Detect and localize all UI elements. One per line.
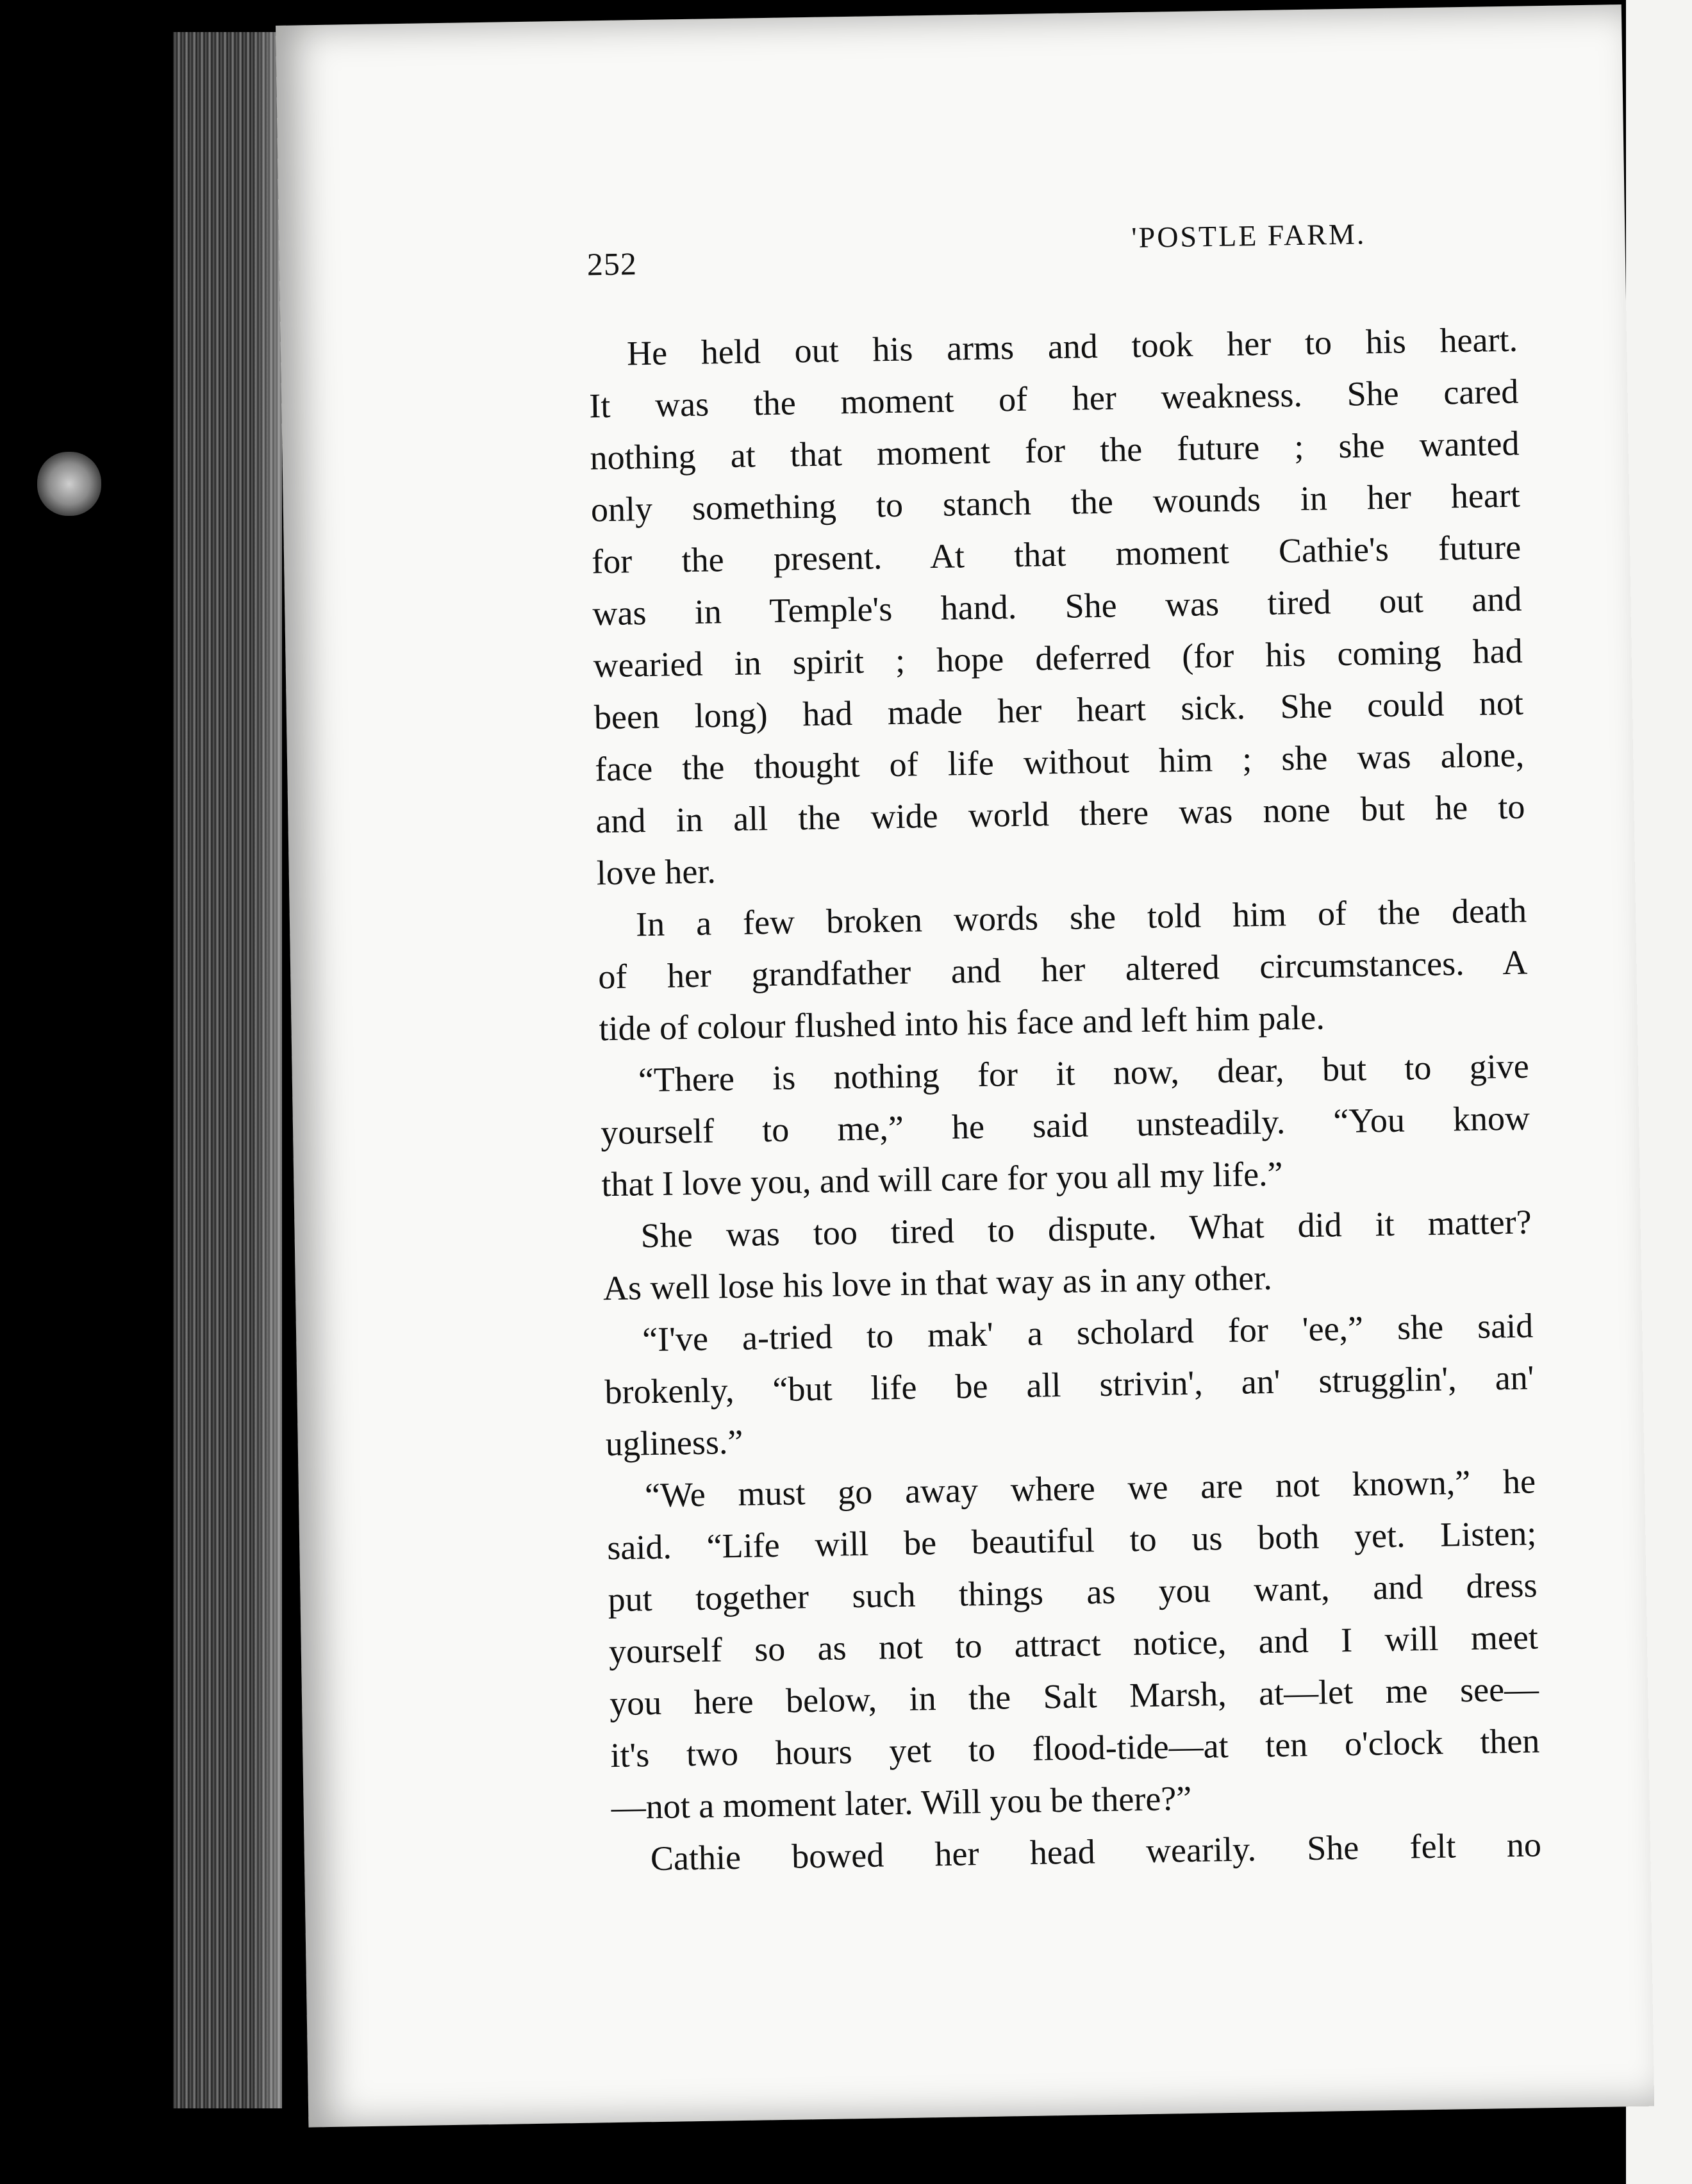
text-line: “I've a-tried to mak' a scholard for 'ee,” she said [642,1306,1534,1359]
text-line: said. “Life will be beautiful to us both yet. Listen; [606,1514,1537,1568]
text-line: “We must go away where we are not known,” he [644,1462,1536,1515]
text-line: been long) had made her heart sick. She could not [593,683,1524,737]
text-line: Cathie bowed her head wearily. She felt no [650,1825,1542,1878]
text-line: put together such things as you want, and dress [608,1566,1538,1619]
text-line: of her grandfather and her altered circumstances. A [597,943,1528,997]
running-title: 'POSTLE FARM. [1131,217,1366,254]
text-line: you here below, in the Salt Marsh, at—let me see— [609,1669,1539,1723]
book-page-edges [173,32,282,2108]
text-line: for the present. At that moment Cathie's future [591,527,1522,581]
text-line: In a few broken words she told him of the death [635,891,1527,944]
text-line: wearied in spirit ; hope deferred (for his coming had [593,631,1523,685]
text-line: love her. [596,852,717,893]
text-line: yourself to me,” he said unsteadily. “You know [600,1098,1530,1152]
text-line: brokenly, “but life be all strivin', an' strugglin', an' [604,1358,1534,1412]
text-line: It was the moment of her weakness. She cared [588,372,1519,426]
page-number: 252 [586,245,638,283]
text-line: nothing at that moment for the future ; she wanted [590,424,1520,477]
text-line: that I love you, and will care for you all my life.” [601,1154,1283,1204]
text-line: tide of colour flushed into his face and left him pale. [599,998,1325,1048]
text-line: As well lose his love in that way as in any other. [602,1258,1273,1308]
text-line: She was too tired to dispute. What did it matter? [640,1202,1532,1255]
text-line: ugliness.” [605,1422,743,1464]
text-line: yourself so as not to attract notice, and I will meet [608,1617,1539,1671]
body-text [588,314,1542,1930]
running-head [586,215,1516,281]
text-line: only something to stanch the wounds in her heart [590,476,1521,529]
text-line: “There is nothing for it now, dear, but to give [638,1046,1530,1100]
page-blemish [37,452,101,516]
book-page [276,4,1654,2128]
text-line: —not a moment later. Will you be there?” [611,1778,1192,1827]
text-line: and in all the wide world there was none but he to [595,787,1525,841]
text-line: He held out his arms and took her to his heart. [626,320,1518,373]
text-line: was in Temple's hand. She was tired out and [592,579,1522,633]
text-line: face the thought of life without him ; she was alone, [594,735,1525,789]
text-line: it's two hours yet to flood-tide—at ten o'clock then [610,1721,1540,1775]
